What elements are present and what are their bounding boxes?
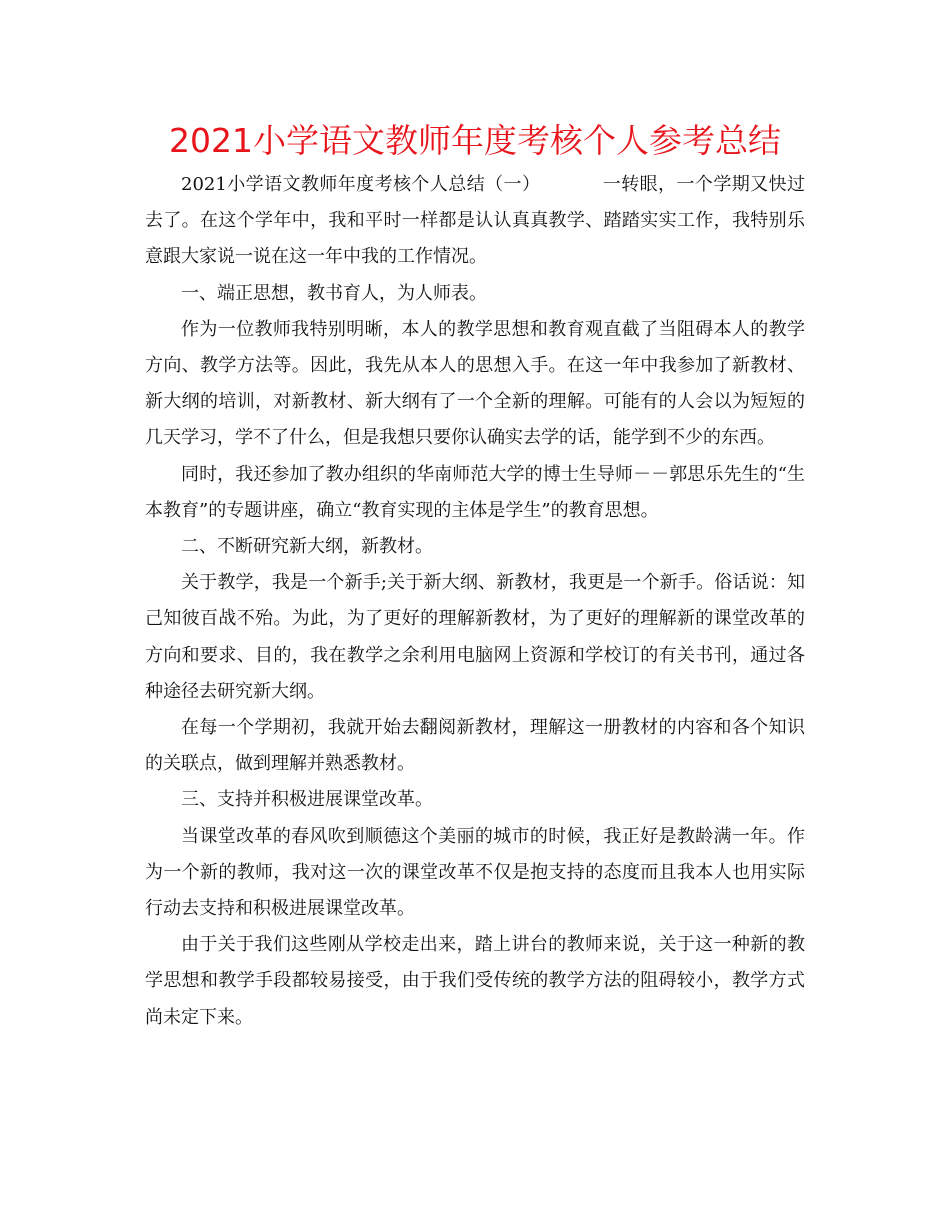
intro-lead-text: 2021小学语文教师年度考核个人总结（一） [181, 174, 541, 195]
paragraph-reform: 当课堂改革的春风吹到顺德这个美丽的城市的时候，我正好是教龄满一年。作为一个新的教师，我对这一次的课堂改革不仅是抱支持的态度而且我本人也用实际行动去支持和积极进展课堂改革。 [145, 825, 805, 920]
paragraph-semester-start: 在每一个学期初，我就开始去翻阅新教材，理解这一册教材的内容和各个知识的关联点，做到理解并熟悉教材。 [145, 717, 805, 775]
paragraph-thought: 作为一位教师我特别明晰，本人的教学思想和教育观直截了当阻碍本人的教学方向、教学方法等。因此，我先从本人的思想入手。在这一年中我参加了新教材、新大纲的培训，对新教材、新大纲有了一个全新的理解。可能有的人会以为短短的几天学习，学不了什么，但是我想只要你认确实去学的话，能学到不少的东西。 [145, 318, 805, 449]
document-body [145, 167, 805, 1036]
paragraph-new-syllabus: 关于教学，我是一个新手;关于新大纲、新教材，我更是一个新手。俗话说：知己知彼百战不殆。为此，为了更好的理解新教材，为了更好的理解新的课堂改革的方向和要求、目的，我在教学之余利用电脑网上资源和学校订的有关书刊，通过各种途径去研究新大纲。 [145, 572, 805, 702]
section-heading-2: 二、不断研究新大纲，新教材。 [181, 536, 433, 558]
paragraph-intro [145, 167, 805, 276]
intro-body-text: 一转眼，一个学期又快过去了。在这个学年中，我和平时一样都是认认真真教学、踏踏实实工作，我特别乐意跟大家说一说在这一年中我的工作情况。 [145, 174, 805, 268]
paragraph-new-teachers: 由于关于我们这些刚从学校走出来，踏上讲台的教师来说，关于这一种新的教学思想和教学手段都较易接受，由于我们受传统的教学方法的阻碍较小，教学方式尚未定下来。 [145, 934, 805, 1028]
paragraph-lecture: 同时，我还参加了教办组织的华南师范大学的博士生导师－－郭思乐先生的“生本教育”的专题讲座，确立“教育实现的主体是学生”的教育思想。 [145, 463, 805, 521]
section-heading-1: 一、端正思想，教书育人，为人师表。 [181, 282, 487, 304]
section-heading-3: 三、支持并积极进展课堂改革。 [181, 789, 433, 811]
document-title: 2021小学语文教师年度考核个人参考总结 [169, 121, 781, 160]
